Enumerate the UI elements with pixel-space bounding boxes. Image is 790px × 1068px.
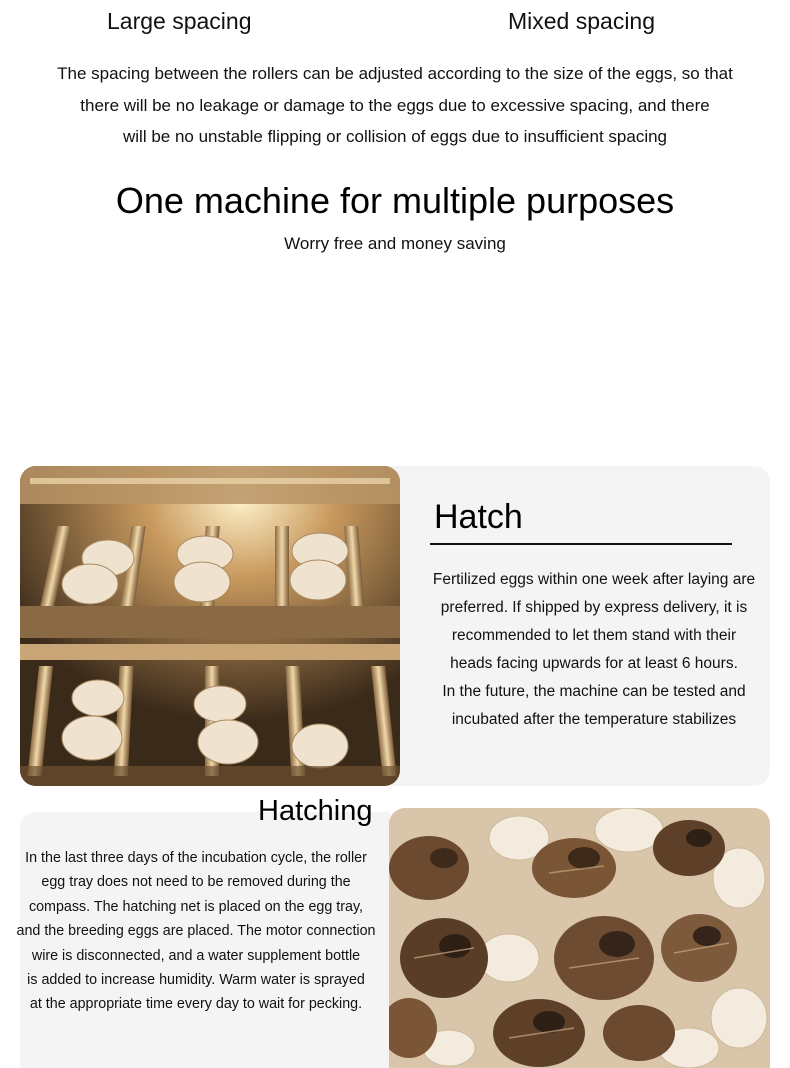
hatching-line: wire is disconnected, and a water supplement bottle bbox=[31, 947, 361, 964]
page-title: One machine for multiple purposes bbox=[115, 180, 675, 221]
hatch-line: incubated after the temperature stabilizes bbox=[451, 711, 737, 728]
hatched-chicks-photo bbox=[389, 808, 770, 1068]
hatch-line: In the future, the machine can be tested and bbox=[442, 683, 746, 700]
hatch-line: Fertilized eggs within one week after laying are bbox=[432, 571, 756, 588]
hatch-line: heads facing upwards for at least 6 hours. bbox=[450, 655, 738, 672]
hatching-line: egg tray does not need to be removed during the bbox=[41, 874, 351, 891]
roller-spacing-description bbox=[0, 58, 790, 153]
page-subtitle: Worry free and money saving bbox=[284, 234, 506, 253]
hatch-line: recommended to let them stand with their bbox=[451, 627, 737, 644]
hatching-line: is added to increase humidity. Warm water is sprayed bbox=[27, 972, 365, 989]
description-line: The spacing between the rollers can be adjusted according to the size of the eggs, so that bbox=[57, 64, 733, 83]
large-spacing-label: Large spacing bbox=[107, 8, 252, 34]
egg-roller-tray-photo bbox=[20, 466, 400, 786]
hatch-heading: Hatch bbox=[434, 498, 523, 536]
mixed-spacing-label: Mixed spacing bbox=[508, 8, 656, 34]
hatch-line: preferred. If shipped by express delivery, it is bbox=[440, 599, 748, 616]
hatching-line: In the last three days of the incubation cycle, the roller bbox=[25, 850, 367, 866]
hatch-description bbox=[404, 566, 784, 734]
hatching-description bbox=[4, 846, 388, 1017]
hatch-divider bbox=[430, 543, 732, 545]
description-line: there will be no leakage or damage to the eggs due to excessive spacing, and there bbox=[80, 95, 710, 115]
description-line: will be no unstable flipping or collision of eggs due to insufficient spacing bbox=[122, 127, 668, 146]
hatching-line: and the breeding eggs are placed. The motor connection bbox=[16, 923, 376, 940]
hatching-line: at the appropriate time every day to wait for pecking. bbox=[29, 996, 363, 1013]
hatching-heading: Hatching bbox=[258, 795, 373, 827]
hatching-line: compass. The hatching net is placed on the egg tray, bbox=[28, 898, 364, 915]
